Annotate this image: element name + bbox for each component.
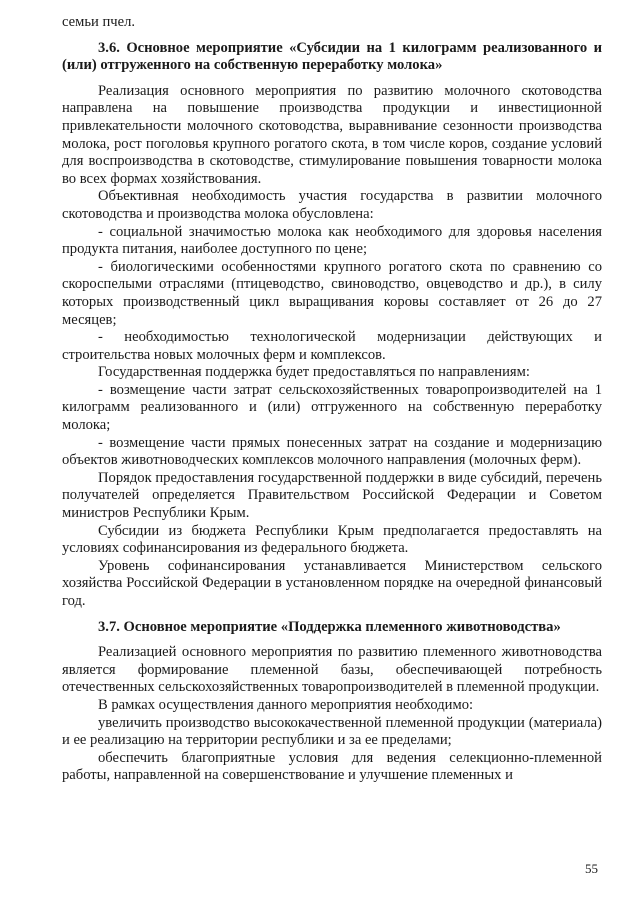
- list-item: - возмещение части затрат сельскохозяйственных товаропроизводителей на 1 килограмм реализованного и (или) отгруженного на собственную переработку молока;: [62, 381, 602, 434]
- paragraph: увеличить производство высококачественной племенной продукции (материала) и ее реализацию на территории республики и за ее пределами;: [62, 714, 602, 749]
- paragraph: В рамках осуществления данного мероприятия необходимо:: [98, 696, 474, 713]
- section-heading: 3.6. Основное мероприятие «Субсидии на 1 килограмм реализованного и (или) отгруженного на собственную переработку молока»: [62, 39, 602, 74]
- paragraph: Реализация основного мероприятия по развитию молочного скотоводства направлена на повышение производства продукции и инвестиционной привлекательности молочного скотоводства, выравнивание сезонности производства молока, рост поголовья крупного рогатого скота, в том числе коров, создание условий для воспроизводства в скотоводстве, стимулирование повышения товарности молока во всех формах хозяйствования.: [62, 82, 602, 187]
- paragraph: Уровень софинансирования устанавливается Министерством сельского хозяйства Российской Федерации в установленном порядке на очередной финансовый год.: [62, 557, 602, 609]
- paragraph: Субсидии из бюджета Республики Крым предполагается предоставлять на условиях софинансирования из федерального бюджета.: [62, 522, 602, 557]
- list-item: - возмещение части прямых понесенных затрат на создание и модернизацию объектов животноводческих комплексов молочного направления (молочных ферм).: [62, 434, 602, 469]
- page-number: 55: [585, 861, 598, 876]
- continuation-text: семьи пчел.: [62, 14, 136, 30]
- paragraph: Реализацией основного мероприятия по развитию племенного животноводства является формирование племенной базы, обеспечивающей потребность отечественных сельскохозяйственных товаропроизводителей в племенной продукции.: [62, 644, 602, 696]
- paragraph: Государственная поддержка будет предоставляться по направлениям:: [98, 364, 530, 381]
- section-3-7: [62, 619, 602, 785]
- list-item: - социальной значимостью молока как необходимого для здоровья населения продукта питания, наиболее доступного по цене;: [62, 223, 602, 258]
- paragraph: Порядок предоставления государственной поддержки в виде субсидий, перечень получателей определяется Правительством Российской Федерации и Советом министров Республики Крым.: [62, 469, 602, 522]
- section-heading: 3.7. Основное мероприятие «Поддержка племенного животноводства»: [98, 618, 561, 635]
- section-3-6: [62, 40, 602, 611]
- paragraph: обеспечить благоприятные условия для ведения селекционно-племенной работы, направленной на совершенствование и улучшение племенных и: [62, 749, 602, 784]
- list-item: - биологическими особенностями крупного рогатого скота по сравнению со скороспелыми отраслями (птицеводство, свиноводство, овцеводство и др.), в силу которых производственный цикл выращивания коровы составляет от 26 до 27 месяцев;: [62, 258, 602, 328]
- paragraph: Объективная необходимость участия государства в развитии молочного скотоводства и производства молока обусловлена:: [62, 188, 602, 222]
- list-item: - необходимостью технологической модернизации действующих и строительства новых молочных ферм и комплексов.: [62, 329, 602, 363]
